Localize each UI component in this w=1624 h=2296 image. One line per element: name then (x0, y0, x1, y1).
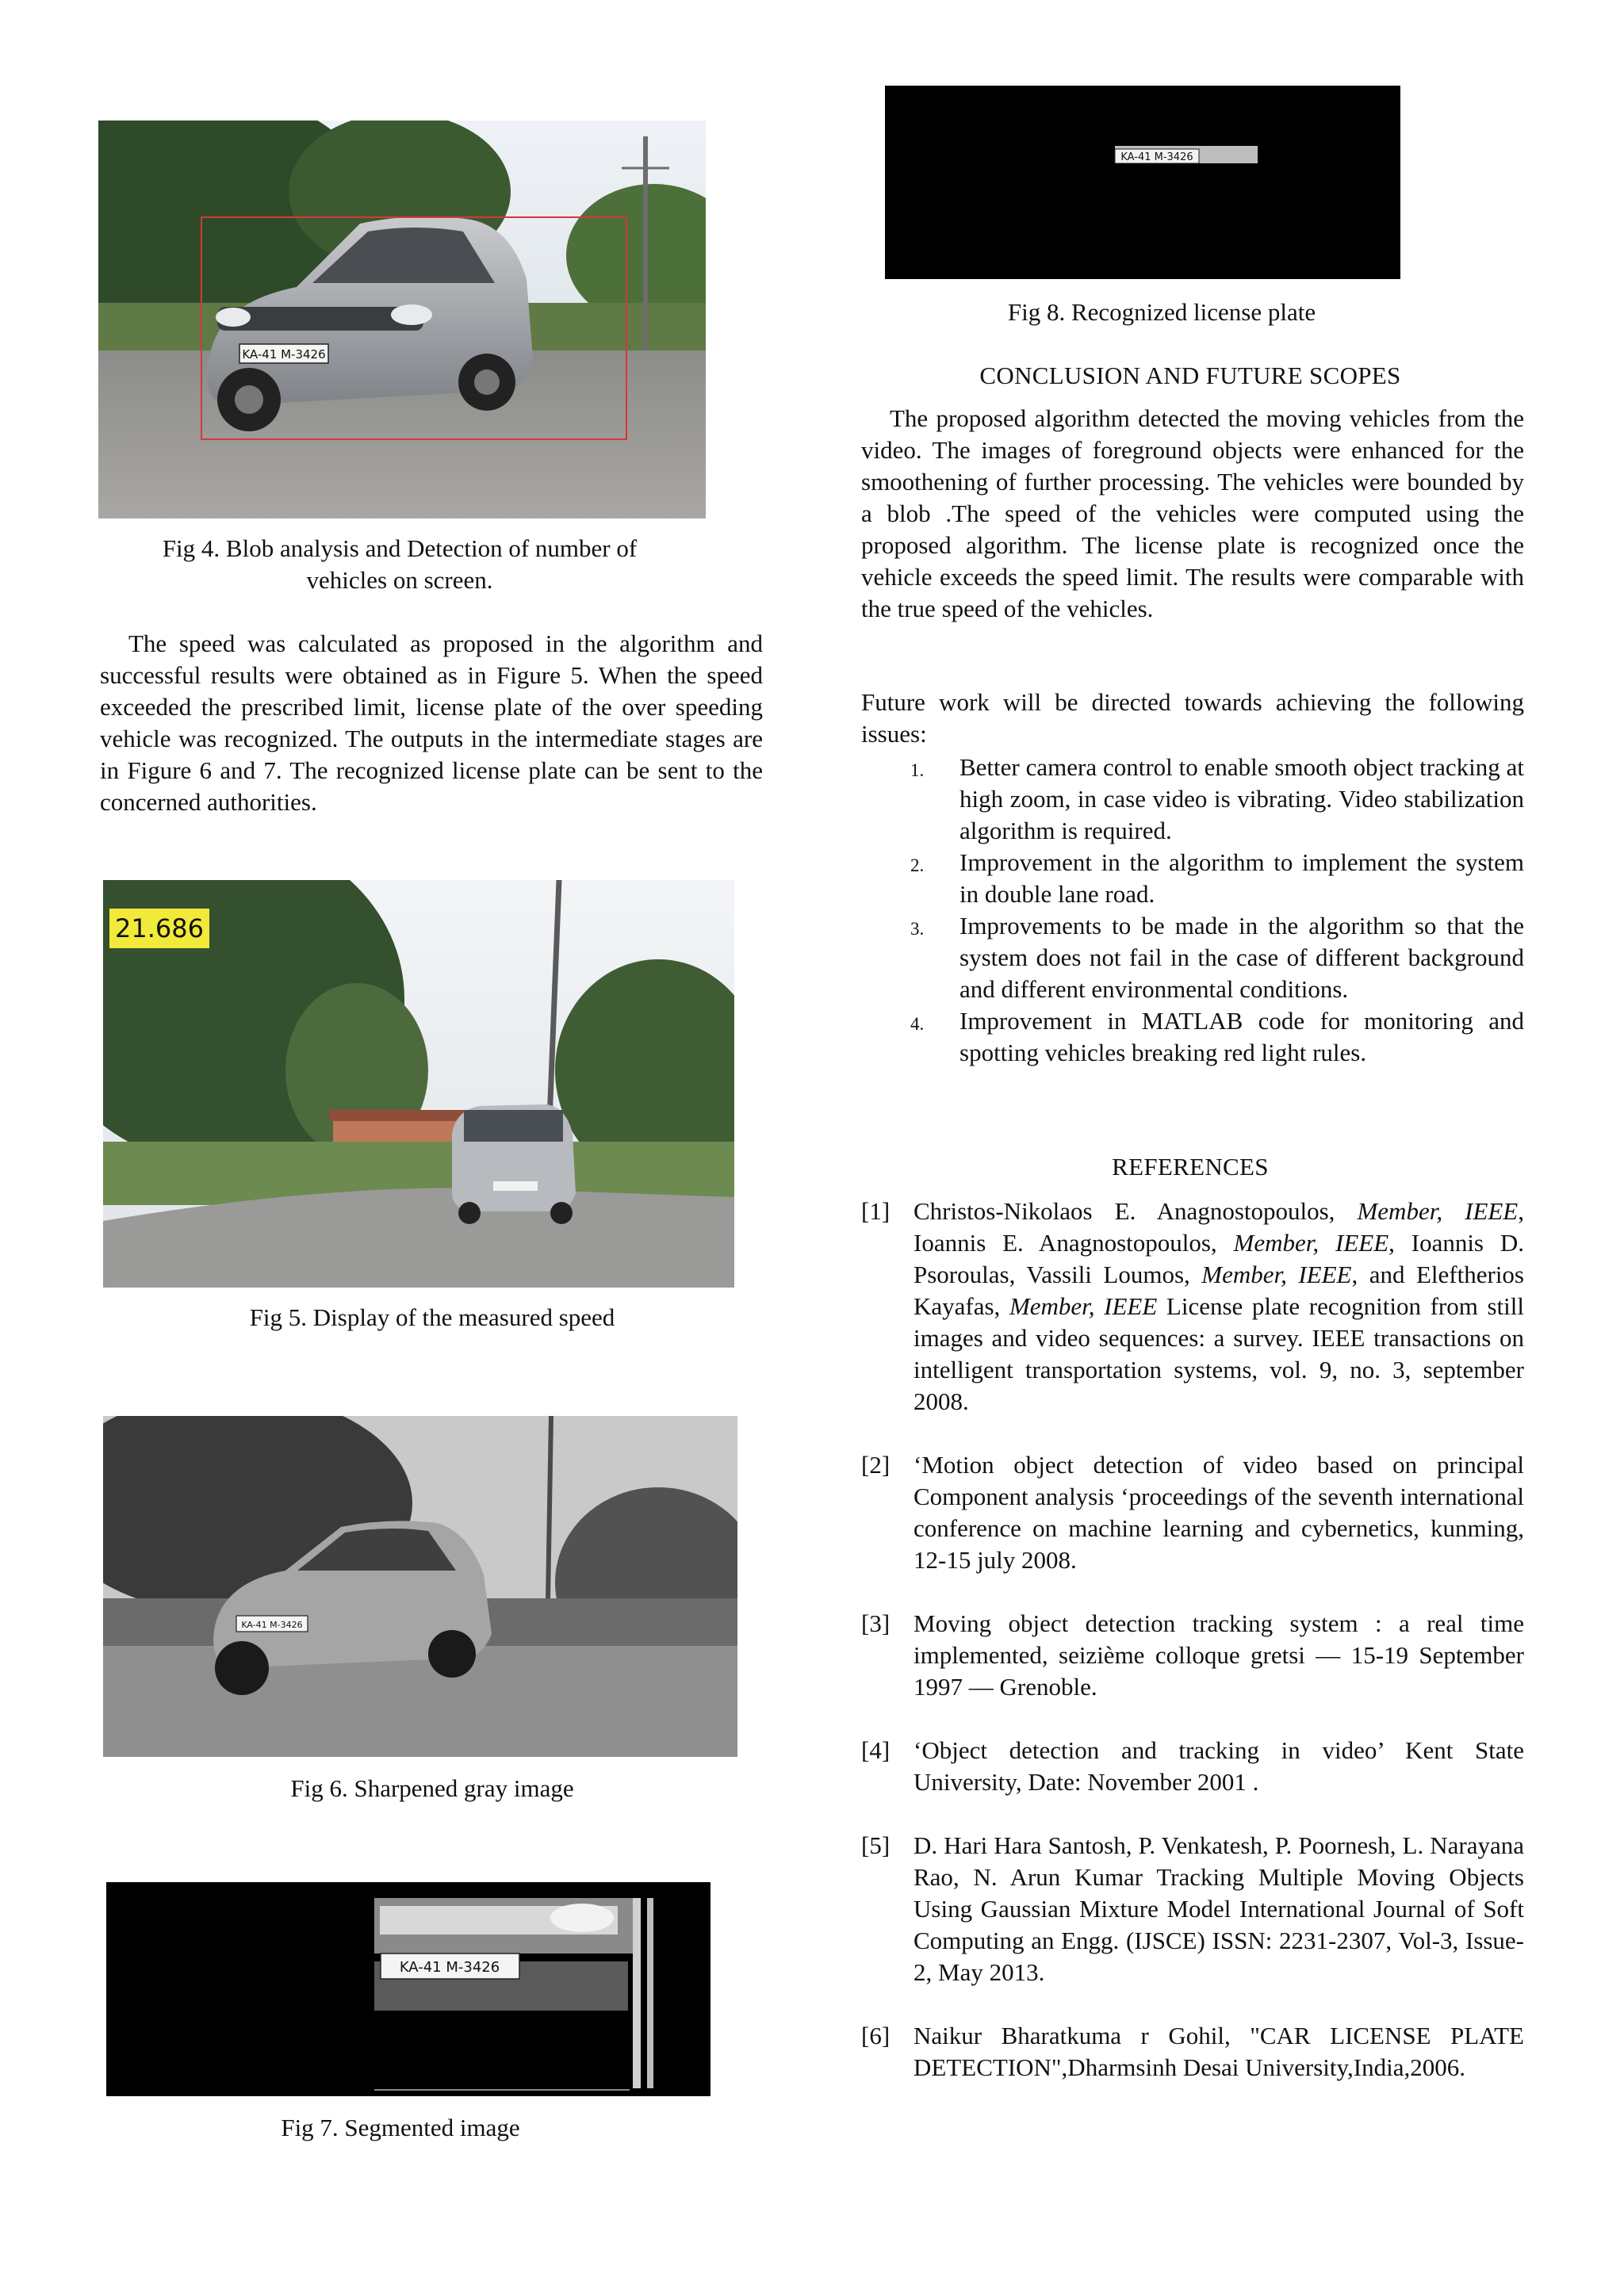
left-paragraph: The speed was calculated as proposed in the algorithm and successful results were obtained as in Figure 5. When the speed exceeded the prescribed limit, license plate of the over speeding vehicle was recognized. The outputs in the intermediate stages are in Figure 6 and 7. The recognized license plate can be sent to the concerned authorities. (100, 629, 763, 816)
fig7-plate-text: KA-41 M-3426 (399, 1959, 500, 1976)
fig6-plate-text: KA-41 M-3426 (241, 1620, 303, 1630)
reference-item: [6] Naikur Bharatkuma r Gohil, "CAR LICENSE PLATE DETECTION",Dharmsinh Desai University,India,2006. (861, 2022, 1524, 2081)
future-work-list (910, 752, 1524, 1069)
fig7-caption: Fig 7. Segmented image (281, 2114, 520, 2141)
reference-item: [5] D. Hari Hara Santosh, P. Venkatesh, P. Poornesh, L. Narayana Rao, N. Arun Kumar Tracking Multiple Moving Objects Using Gaussian Mixture Model International Journal of Soft Computing an Engg. (IJSCE) ISSN: 2231-2307, Vol-3, Issue-2, May 2013. (861, 1831, 1524, 1986)
reference-item: [2] ‘Motion object detection of video based on principal Component analysis ‘proceedings of the seventh international conference on machine learning and cybernetics, kunming, 12-15 july 2008. (861, 1451, 1524, 1574)
reference-item: [1] Christos-Nikolaos E. Anagnostopoulos, Member, IEEE, Ioannis E. Anagnostopoulos, Member, IEEE, Ioannis D. Psoroulas, Vassili Loumos, Member, IEEE, and Eleftherios Kayafas, Member, IEEE License plate recognition from still images and video sequences: a survey. IEEE transactions on intelligent transportation systems, vol. 9, no. 3, september 2008. (861, 1197, 1524, 1415)
references-heading: REFERENCES (1112, 1153, 1269, 1181)
fig5-photo (103, 880, 734, 1288)
list-item: 4. Improvement in MATLAB code for monitoring and spotting vehicles breaking red light rules. (910, 1007, 1524, 1066)
reference-item: [4] ‘Object detection and tracking in video’ Kent State University, Date: November 2001 . (861, 1736, 1524, 1796)
fig5-image (103, 880, 734, 1288)
fig5-speed-readout: 21.686 (115, 913, 204, 943)
fig6-photo (103, 1416, 737, 1757)
fig5-caption: Fig 5. Display of the measured speed (249, 1303, 615, 1331)
fig7-segmented (106, 1882, 710, 2096)
list-item: 1. Better camera control to enable smooth object tracking at high zoom, in case video is vibrating. Video stabilization algorithm is required. (910, 753, 1524, 844)
fig4-plate-text: KA-41 M-3426 (242, 347, 326, 362)
fig8-plate-crop (885, 86, 1400, 279)
list-item: 2. Improvement in the algorithm to implement the system in double lane road. (910, 848, 1524, 908)
fig6-image (103, 1416, 737, 1757)
fig4-photo (98, 121, 706, 519)
references-list (861, 1196, 1524, 2115)
fig7-image (106, 1882, 710, 2096)
list-item: 3. Improvements to be made in the algorithm so that the system does not fail in the case of different background and different environmental conditions. (910, 912, 1524, 1003)
conclusion-paragraph: The proposed algorithm detected the moving vehicles from the video. The images of foreground objects were enhanced for the smoothening of further processing. The vehicles were bounded by a blob .The speed of the vehicles were computed using the proposed algorithm. The license plate is recognized once the vehicle exceeds the speed limit. The results were comparable with the true speed of the vehicles. (861, 404, 1524, 622)
future-work-intro: Future work will be directed towards achieving the following issues: (861, 688, 1524, 748)
fig4-caption: Fig 4. Blob analysis and Detection of number of vehicles on screen. (162, 534, 638, 594)
fig4-image (98, 121, 706, 519)
fig8-caption: Fig 8. Recognized license plate (1007, 298, 1316, 326)
fig6-caption: Fig 6. Sharpened gray image (290, 1774, 574, 1802)
conclusion-heading: CONCLUSION AND FUTURE SCOPES (979, 362, 1401, 389)
reference-item: [3] Moving object detection tracking system : a real time implemented, seizième colloque gretsi — 15-19 September 1997 — Grenoble. (861, 1609, 1524, 1701)
fig8-image (885, 86, 1400, 279)
fig8-plate-text: KA-41 M-3426 (1120, 151, 1193, 163)
